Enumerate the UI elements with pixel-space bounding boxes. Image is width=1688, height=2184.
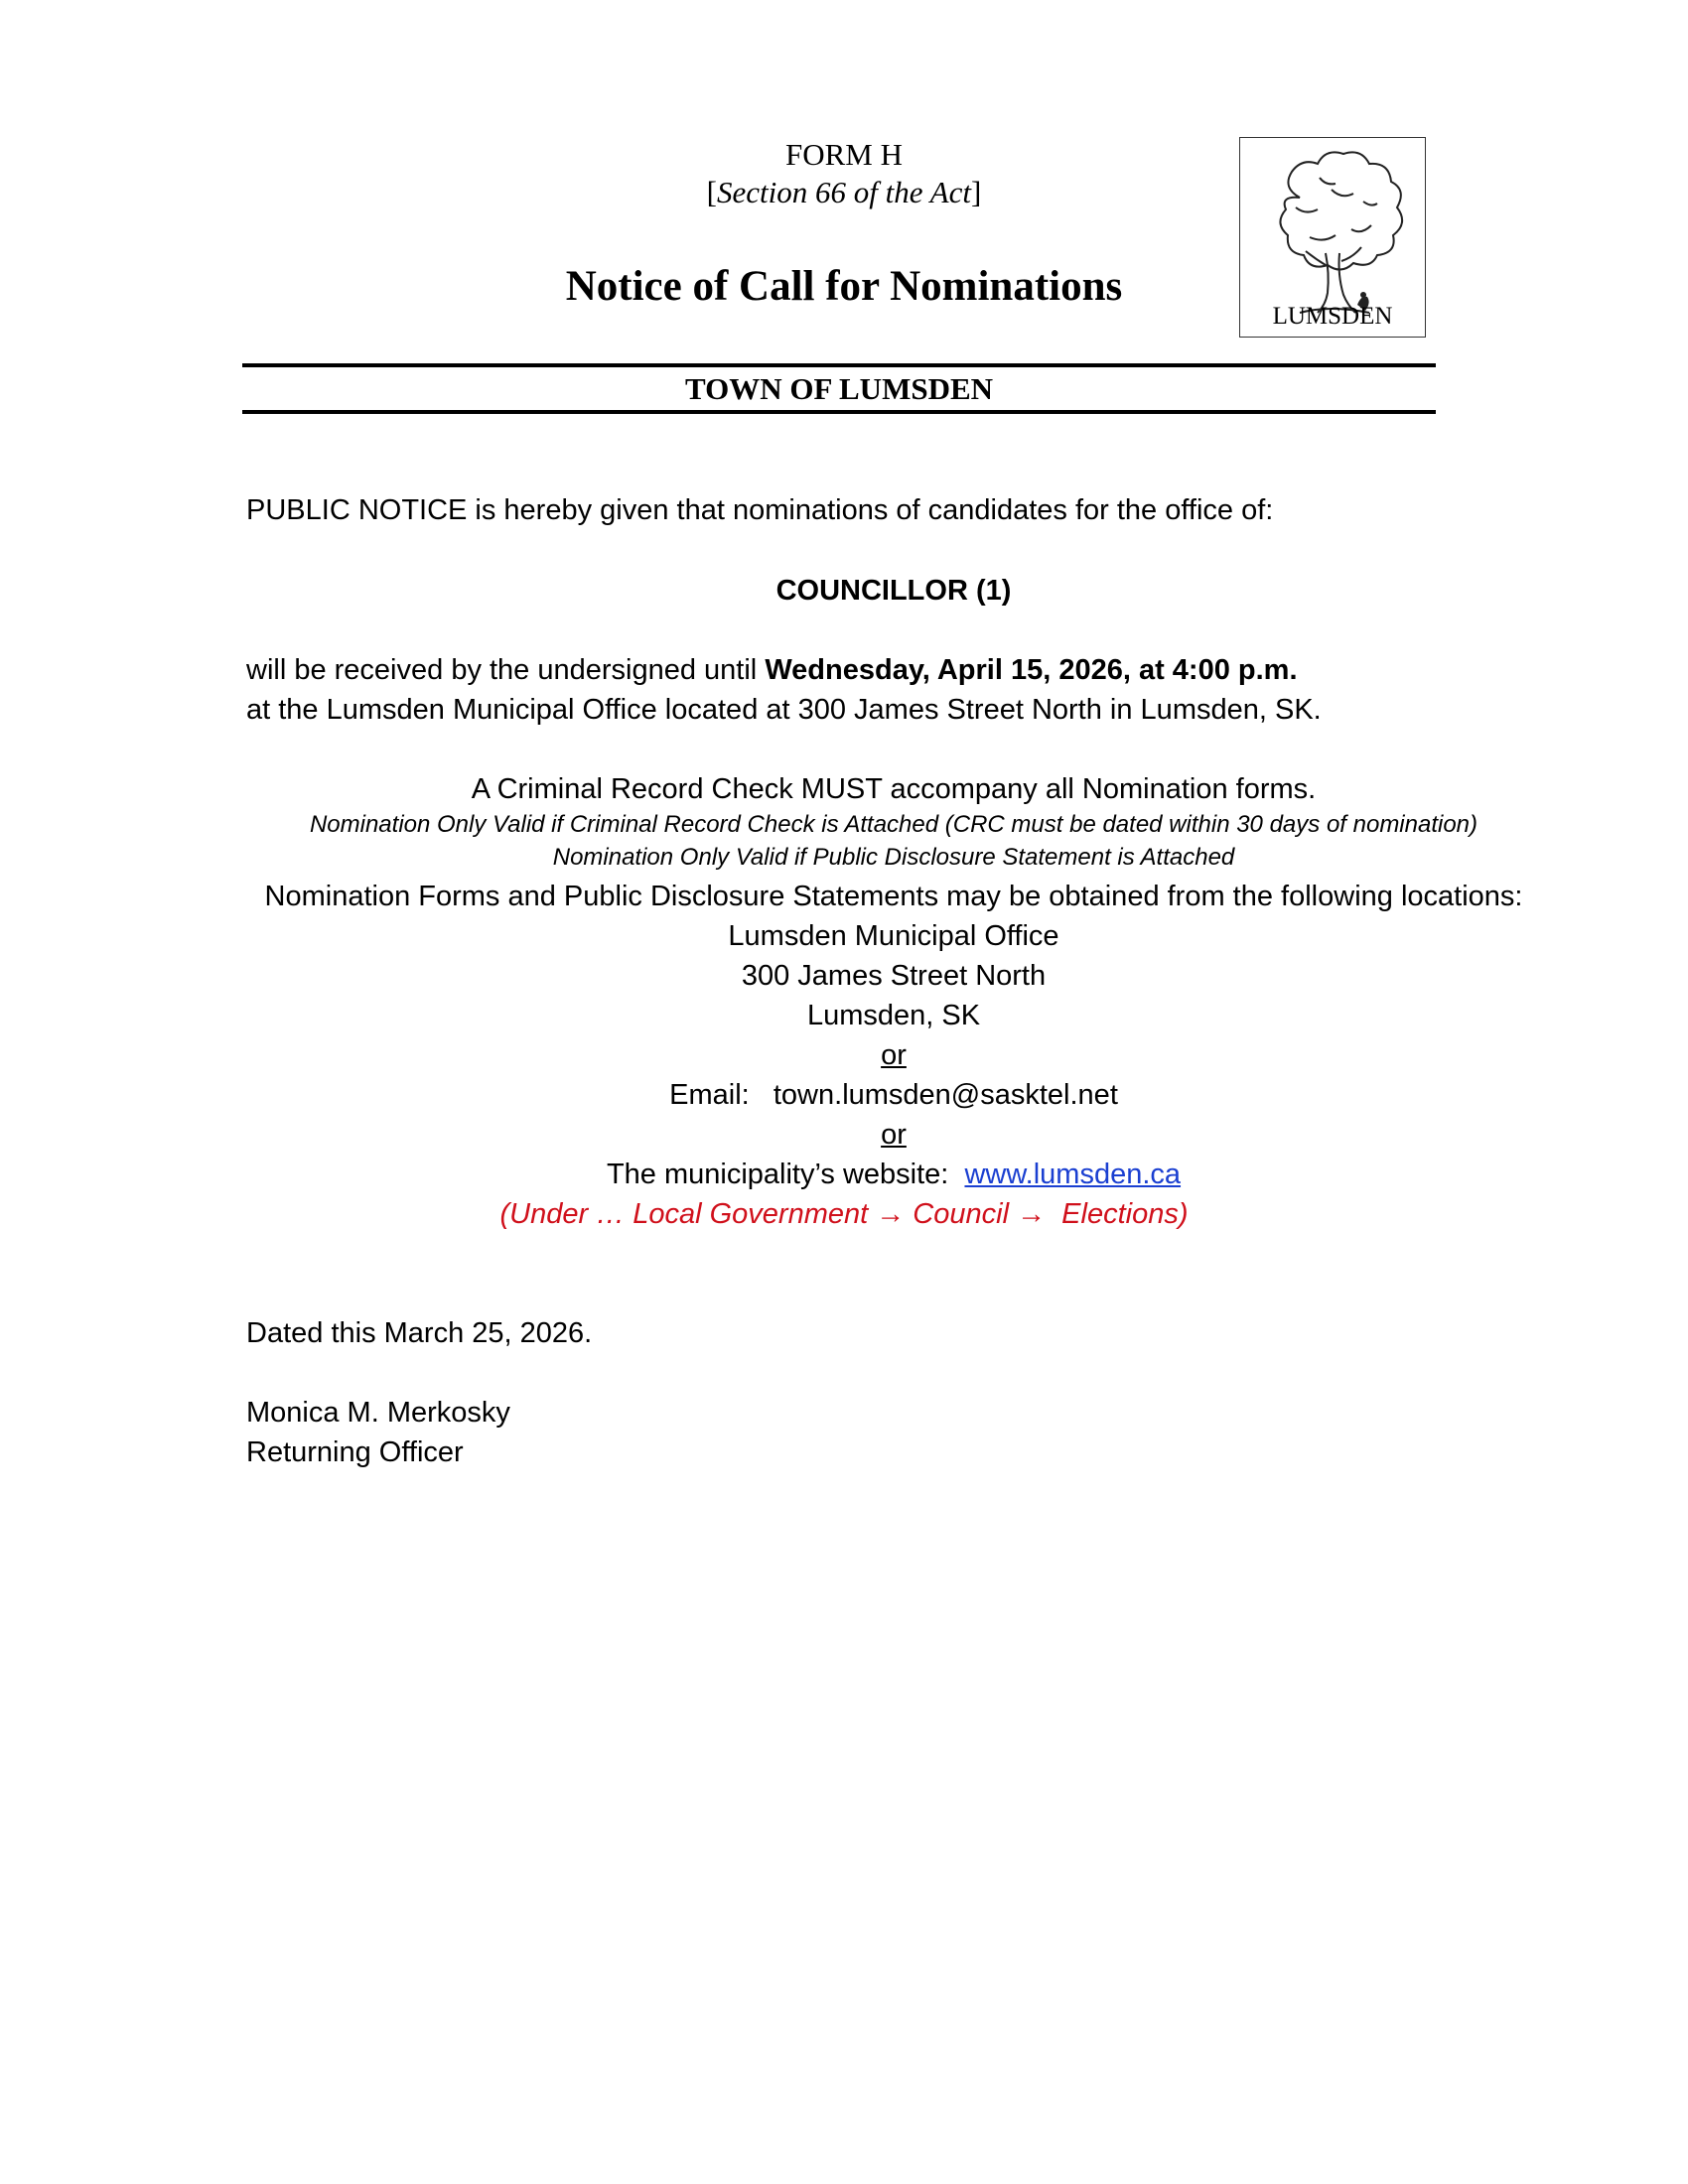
divider-top bbox=[242, 363, 1436, 367]
dated-line: Dated this March 25, 2026. bbox=[246, 1317, 593, 1349]
locations-intro: Nomination Forms and Public Disclosure Statements may be obtained from the following locations: bbox=[264, 881, 1523, 912]
disclosure-note: Nomination Only Valid if Public Disclosure Statement is Attached bbox=[552, 844, 1235, 871]
officer-title: Returning Officer bbox=[246, 1436, 464, 1468]
crc-note: Nomination Only Valid if Criminal Record Check is Attached (CRC must be dated within 30 days of nomination) bbox=[309, 811, 1478, 838]
office-city: Lumsden, SK bbox=[806, 1000, 981, 1031]
office-street: 300 James Street North bbox=[741, 960, 1047, 992]
divider-bottom bbox=[242, 410, 1436, 414]
form-label: FORM H bbox=[784, 137, 903, 172]
form-section-reference: [Section 66 of the Act] bbox=[706, 175, 982, 209]
location-line: at the Lumsden Municipal Office located at 300 James Street North in Lumsden, SK. bbox=[246, 694, 1322, 726]
deadline: Wednesday, April 15, 2026, at 4:00 p.m. bbox=[765, 654, 1298, 686]
officer-name: Monica M. Merkosky bbox=[246, 1397, 510, 1429]
page-title: Notice of Call for Nominations bbox=[565, 263, 1123, 310]
town-logo bbox=[1239, 137, 1426, 338]
deadline-line: will be received by the undersigned until Wednesday, April 15, 2026, at 4:00 p.m. bbox=[246, 654, 1298, 686]
town-name: TOWN OF LUMSDEN bbox=[684, 371, 994, 406]
or-separator: or bbox=[881, 1119, 907, 1151]
or-separator: or bbox=[881, 1039, 907, 1071]
office-name: Lumsden Municipal Office bbox=[728, 920, 1059, 952]
logo-label: LUMSDEN bbox=[1272, 303, 1393, 330]
crc-requirement: A Criminal Record Check MUST accompany all Nomination forms. bbox=[471, 773, 1317, 805]
website-nav-path: (Under … Local Government → Council → Elections) bbox=[499, 1198, 1189, 1230]
notice-intro: PUBLIC NOTICE is hereby given that nominations of candidates for the office of: bbox=[246, 494, 1274, 526]
email-line: Email: town.lumsden@sasktel.net bbox=[669, 1079, 1118, 1111]
email-address[interactable]: town.lumsden@sasktel.net bbox=[773, 1079, 1118, 1111]
website-line: The municipality’s website: www.lumsden.ca bbox=[606, 1159, 1182, 1190]
office-title: COUNCILLOR (1) bbox=[775, 575, 1012, 607]
website-link[interactable]: www.lumsden.ca bbox=[964, 1159, 1182, 1190]
